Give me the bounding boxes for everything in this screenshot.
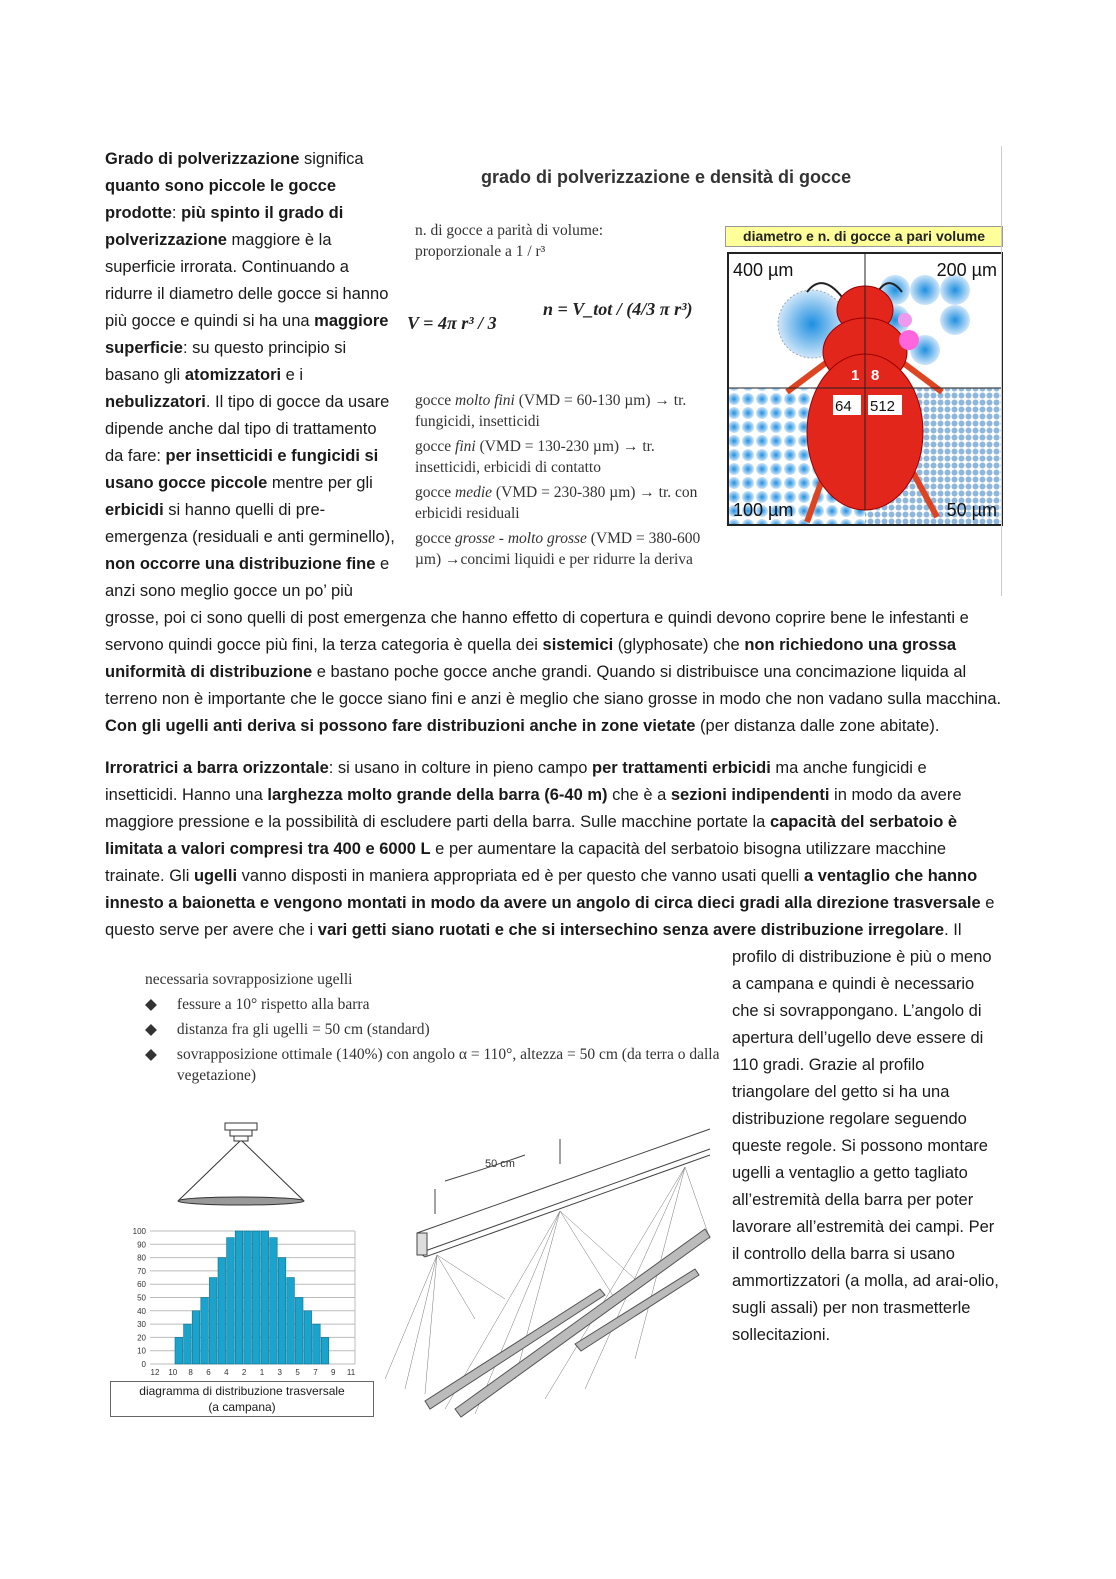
bar bbox=[313, 1324, 321, 1364]
bold-text: larghezza molto grande della barra (6-40 m) bbox=[267, 786, 608, 804]
intro-line: proporzionale a 1 / r³ bbox=[415, 243, 546, 260]
bold-text: più spinto il grado di polverizzazione bbox=[105, 204, 344, 249]
text-run: : si usano in colture in pieno campo bbox=[328, 759, 592, 777]
figure-droplet-density bbox=[405, 146, 1002, 601]
boom-nozzles-drawing bbox=[385, 1119, 715, 1419]
text-run: in modo da avere maggiore pressione e la possibilità di escludere parti della barra. Sulle macchine portate la bbox=[105, 786, 962, 831]
bar bbox=[175, 1337, 183, 1364]
x-tick-label: 11 bbox=[346, 1368, 356, 1377]
bar bbox=[261, 1231, 269, 1364]
bar bbox=[201, 1298, 209, 1365]
text-run: si hanno quelli di pre-emergenza (residuali e anti germinello), bbox=[105, 501, 395, 546]
class-item: gocce fini (VMD = 130-230 µm) → tr. insetticidi, erbicidi di contatto bbox=[415, 438, 655, 476]
text-run: e anzi sono meglio gocce un po’ più grosse, poi ci sono quelli di post emergenza che hanno effetto di copertura e quindi devono coprire bene le infestanti e servono quindi gocce più fini, la terza categoria è quella dei bbox=[105, 555, 969, 654]
droplet-classes bbox=[415, 390, 705, 574]
box-label: diametro e n. di gocce a pari volume bbox=[725, 226, 1003, 247]
bold-text: sezioni indipendenti bbox=[670, 786, 830, 804]
y-tick-label: 50 bbox=[137, 1293, 146, 1303]
bold-text: Con gli ugelli anti deriva si possono fare distribuzioni anche in zone vietate bbox=[105, 717, 696, 735]
count-512: 512 bbox=[870, 398, 896, 415]
y-tick-label: 100 bbox=[132, 1227, 146, 1236]
formula-volume: V = 4π r³ / 3 bbox=[407, 313, 497, 333]
x-tick-label: 4 bbox=[224, 1368, 229, 1377]
y-tick-label: 90 bbox=[137, 1240, 146, 1250]
bold-text: per insetticidi e fungicidi si usano gocce piccole bbox=[105, 447, 379, 492]
bold-text: capacità del serbatoio è limitata a valori compresi tra 400 e 6000 L bbox=[105, 813, 958, 858]
y-tick-label: 20 bbox=[137, 1333, 146, 1343]
caption-line: (a campana) bbox=[208, 1400, 276, 1414]
y-tick-label: 0 bbox=[141, 1360, 146, 1369]
chart-caption bbox=[110, 1381, 374, 1417]
x-tick-label: 6 bbox=[206, 1368, 211, 1377]
bold-text: quanto sono piccole le gocce prodotte bbox=[105, 177, 337, 222]
text-run: (glyphosate) che bbox=[613, 636, 745, 654]
text-run: significa bbox=[299, 150, 364, 168]
x-tick-label: 2 bbox=[241, 1368, 247, 1377]
intro-line: n. di gocce a parità di volume: bbox=[415, 222, 604, 239]
figure-boom-sprayer bbox=[105, 969, 727, 1421]
y-tick-label: 60 bbox=[137, 1280, 146, 1290]
bar bbox=[192, 1311, 200, 1364]
overlap-notes bbox=[145, 969, 725, 1086]
text-run: . Il tipo di gocce da usare dipende anche dal tipo di trattamento da fare: bbox=[105, 393, 390, 465]
count-8: 8 bbox=[871, 367, 880, 384]
size-label-100: 100 µm bbox=[733, 500, 794, 520]
bold-text: nebulizzatori bbox=[105, 393, 206, 411]
text-run: : bbox=[171, 204, 182, 222]
x-tick-label: 10 bbox=[168, 1368, 178, 1377]
beetle-droplet-diagram bbox=[727, 252, 1003, 526]
bold-text: Grado di polverizzazione bbox=[105, 150, 300, 168]
nozzle-cone-icon bbox=[170, 1119, 310, 1209]
bullet-item: ◆ fessure a 10° rispetto alla barra bbox=[145, 996, 370, 1013]
text-run: (per distanza dalle zone abitate). bbox=[695, 717, 940, 735]
bold-text: non richiedono una grossa uniformità di distribuzione bbox=[105, 636, 957, 681]
text-run: che è a bbox=[607, 786, 671, 804]
bold-text: sistemici bbox=[542, 636, 614, 654]
bold-text: non occorre una distribuzione fine bbox=[105, 555, 376, 573]
bar bbox=[321, 1337, 329, 1364]
figure-border bbox=[1001, 146, 1002, 596]
text-run: . Il profilo di distribuzione è più o meno a campana e quindi è necessario che si sovrappongano. L’angolo di apertura dell’ugello deve essere di 110 gradi. Grazie al profilo triangolare del getto si ha una distribuzione regolare seguendo queste regole. Si possono montare ugelli a ventaglio a getto tagliato all’estremità della barra per poter lavorare all’estremità dei campi. Per il controllo della barra si usano ammortizzatori (a molla, ad arai-olio, sugli assali) per non trasmetterle sollecitazioni. bbox=[732, 921, 999, 1344]
text-run: mentre per gli bbox=[267, 474, 373, 492]
distribution-chart bbox=[115, 1219, 365, 1379]
x-tick-label: 9 bbox=[331, 1368, 336, 1377]
text-run: e questo serve per avere che i bbox=[105, 894, 995, 939]
x-tick-label: 1 bbox=[259, 1368, 265, 1377]
x-tick-label: 8 bbox=[188, 1368, 193, 1377]
bold-text: ugelli bbox=[193, 867, 238, 885]
count-64: 64 bbox=[835, 398, 852, 415]
text-run: ma anche fungicidi e insetticidi. Hanno una bbox=[105, 759, 927, 804]
x-tick-label: 3 bbox=[277, 1368, 283, 1377]
bar bbox=[270, 1238, 278, 1364]
bold-text: Irroratrici a barra orizzontale bbox=[105, 759, 329, 777]
figure-title: grado di polverizzazione e densità di gocce bbox=[481, 167, 852, 187]
y-tick-label: 30 bbox=[137, 1320, 146, 1330]
bar bbox=[252, 1231, 260, 1364]
class-item: gocce medie (VMD = 230-380 µm) → tr. con erbicidi residuali bbox=[415, 484, 698, 522]
class-item: gocce molto fini (VMD = 60-130 µm) → tr. fungicidi, insetticidi bbox=[415, 392, 687, 430]
notes-heading: necessaria sovrapposizione ugelli bbox=[145, 971, 353, 988]
text-run: e bastano poche gocce anche grandi. Quando si distribuisce una concimazione liquida al terreno non è importante che le gocce siano fini e anzi è meglio che siano grosse in modo che non vadano sulla macchina. bbox=[105, 663, 1002, 708]
bar bbox=[227, 1238, 235, 1364]
boom-distance-label: 50 cm bbox=[485, 1158, 515, 1170]
bar bbox=[184, 1324, 192, 1364]
bold-text: vari getti siano ruotati e che si intersechino senza avere distribuzione irregolare bbox=[317, 921, 945, 939]
text-run: : su questo principio si basano gli bbox=[105, 339, 347, 384]
class-item: gocce grosse - molto grosse (VMD = 380-600 µm) →concimi liquidi e per ridurre la deriva bbox=[415, 530, 701, 568]
y-tick-label: 10 bbox=[137, 1346, 146, 1356]
caption-line: diagramma di distribuzione trasversale bbox=[139, 1384, 345, 1398]
bar bbox=[287, 1278, 295, 1364]
x-tick-label: 5 bbox=[295, 1368, 300, 1377]
bar bbox=[278, 1258, 286, 1364]
text-run: e i bbox=[281, 366, 304, 384]
y-tick-label: 40 bbox=[137, 1306, 146, 1316]
bar bbox=[218, 1258, 226, 1364]
text-run: maggiore è la superficie irrorata. Continuando a ridurre il diametro delle gocce si hanno più gocce e quindi si ha una bbox=[105, 231, 389, 330]
bullet-item: ◆ sovrapposizione ottimale (140%) con angolo α = 110°, altezza = 50 cm (da terra o dalla vegetazione) bbox=[145, 1046, 720, 1084]
bold-text: per trattamenti erbicidi bbox=[592, 759, 771, 777]
x-tick-label: 7 bbox=[313, 1368, 318, 1377]
x-tick-label: 12 bbox=[150, 1368, 160, 1377]
y-tick-label: 80 bbox=[137, 1253, 146, 1263]
formula-count: n = V_tot / (4/3 π r³) bbox=[543, 299, 693, 319]
bar bbox=[235, 1231, 243, 1364]
bar bbox=[304, 1311, 312, 1364]
bold-text: maggiore superficie bbox=[105, 312, 389, 357]
bold-text: erbicidi bbox=[105, 501, 164, 519]
y-tick-label: 70 bbox=[137, 1266, 146, 1276]
figure-intro bbox=[415, 220, 603, 262]
size-label-50: 50 µm bbox=[946, 500, 997, 520]
bold-text: a ventaglio che hanno innesto a baionetta e vengono montati in modo da avere un angolo di circa dieci gradi alla direzione trasversale bbox=[105, 867, 981, 912]
bar bbox=[295, 1298, 303, 1365]
bar bbox=[209, 1278, 217, 1364]
text-run: e per aumentare la capacità del serbatoio bisogna utilizzare macchine trainate. Gli bbox=[105, 840, 947, 885]
body-text bbox=[105, 131, 1002, 1421]
size-label-200: 200 µm bbox=[936, 260, 997, 280]
bar bbox=[244, 1231, 252, 1364]
bullet-item: ◆ distanza fra gli ugelli = 50 cm (standard) bbox=[145, 1021, 430, 1038]
size-label-400: 400 µm bbox=[733, 260, 794, 280]
count-1: 1 bbox=[851, 367, 860, 384]
text-run: vanno disposti in maniera appropriata ed è per questo che vanno usati quelli bbox=[237, 867, 804, 885]
bold-text: atomizzatori bbox=[184, 366, 282, 384]
